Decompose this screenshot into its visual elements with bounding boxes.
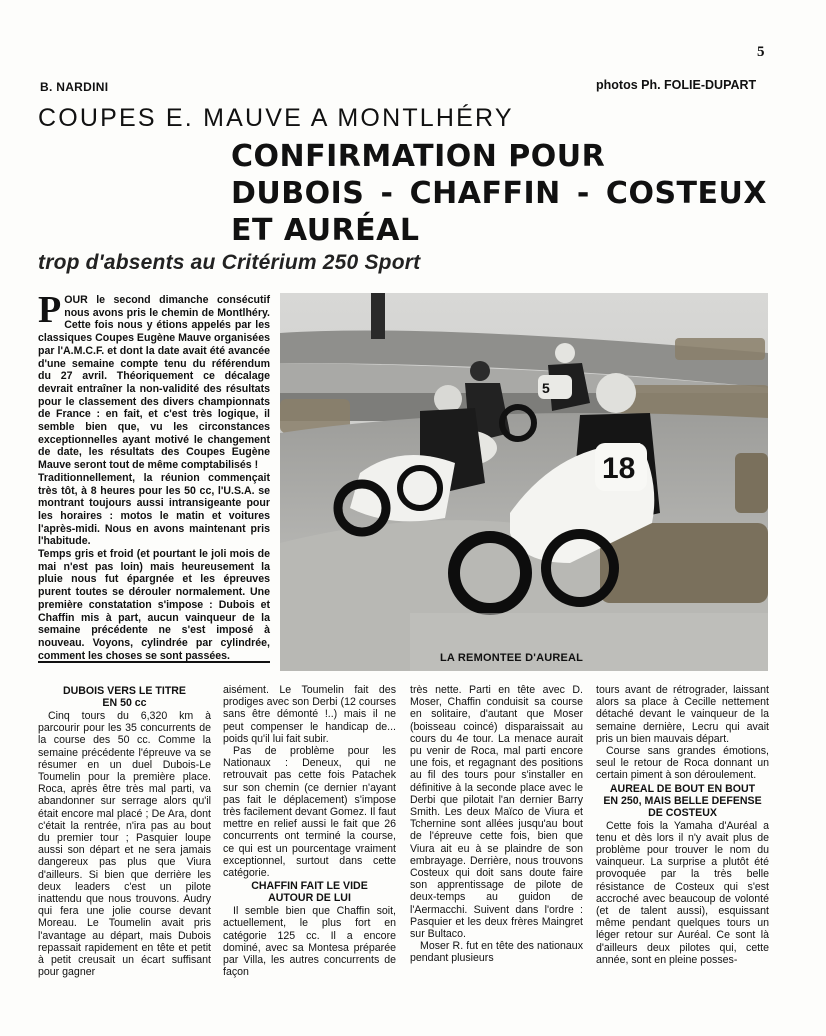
intro-text <box>38 289 270 662</box>
body-paragraph: Pas de problème pour les Nationaux : Deneux, qui ne retrouvait pas cette fois Patachek sur son chemin (ce dernier n'ayant pas fait le déplacement) s'impose très facilement devant Gomez. Il faut mettre en relief aussi le fait que 26 concurrents ont terminé la course, ce qui est un pourcentage vraiment exceptionnel, surtout dans cette catégorie. <box>223 745 396 880</box>
body-paragraph: Moser R. fut en tête des nationaux pendant plusieurs <box>410 940 583 965</box>
column-1 <box>38 684 211 978</box>
author-byline: B. NARDINI <box>40 80 109 94</box>
body-paragraph: Cinq tours du 6,320 km à parcourir pour les 35 concurrents de la course des 50 cc. Comme la semaine précédente l'épreuve va se résumer en un duel Dubois-Le Toumelin pour la première place. Roca, après être très mal parti, va abandonner sur serrage alors qu'il était encore mal placé ; De Ara, dont c'était la rentrée, n'ira pas au bout du premier tour ; Pasquier loupe aussi son départ et ne sera jamais dangereux pas plus que Viura d'ailleurs. Si bien que derrière les deux leaders c'est un pilote inattendu que nous trouvons. Audry qui fera une jolie course devant Moreau. Le Toumelin avait pris l'avantage au départ, mais Dubois repassait rapidement en tête et petit à petit creusait un écart suffisant pour gagner <box>38 710 211 979</box>
race-photo <box>280 293 768 671</box>
headline-separator: - <box>380 176 394 211</box>
article-kicker: COUPES E. MAUVE A MONTLHÉRY <box>38 104 514 132</box>
body-paragraph: tours avant de rétrograder, laissant alors sa place à Cecille nettement détaché devant le vainqueur de la semaine dernière, Lecru qui avait pris un bien mauvais départ. <box>596 684 769 745</box>
body-paragraph: aisément. Le Toumelin fait des prodiges avec son Derbi (12 courses sans être démonté !..) mais il ne peut compenser le handicap de... poids qu'il lui fait subir. <box>223 684 396 745</box>
column-3 <box>410 684 583 965</box>
headline-separator: - <box>576 176 590 211</box>
headline-line-1: CONFIRMATION POUR <box>231 139 606 174</box>
intro-paragraph: Traditionnellement, la réunion commençait très tôt, à 8 heures pour les 50 cc, l'U.S.A. se montrant toujours aussi intransigeante pour les horaires : motos le matin et voitures l'après-midi. Nous en avons maintenant pris l'habitude. <box>38 471 270 548</box>
body-paragraph: Il semble bien que Chaffin soit, actuellement, le plus fort en catégorie 125 cc. Il a encore dominé, avec sa Montesa préparée par Villa, les autres concurrents de façon <box>223 905 396 979</box>
headline-line-3: ET AURÉAL <box>231 213 420 248</box>
article-headline <box>231 138 771 249</box>
photo-caption: LA REMONTEE D'AUREAL <box>440 652 584 664</box>
body-paragraph: Course sans grandes émotions, seul le retour de Roca donnant un certain piment à son déroulement. <box>596 745 769 782</box>
plate-number-mid: 5 <box>542 380 550 396</box>
page-number: 5 <box>757 44 765 60</box>
headline-name-chaffin: CHAFFIN <box>409 176 561 211</box>
intro-paragraph: Temps gris et froid (et pourtant le joli mois de mai n'est pas loin) mais heureusement la pluie nous fut épargnée et les épreuves purent toutes se dérouler normalement. Une première constatation s'impose : Dubois et Chaffin mis à part, aucun vainqueur de la semaine précédente ne s'est imposé à nouveau. Voyons, cylindrée par cylindrée, comment les choses se sont passées. <box>38 548 270 662</box>
column-4 <box>596 684 769 966</box>
headline-name-costeux: COSTEUX <box>605 176 767 211</box>
photo-credit: photos Ph. FOLIE-DUPART <box>596 78 757 92</box>
section-heading: CHAFFIN FAIT LE VIDE AUTOUR DE LUI <box>251 880 368 905</box>
headline-line-2 <box>231 175 767 212</box>
plate-number-front: 18 <box>602 452 636 485</box>
column-2 <box>223 684 396 978</box>
body-paragraph: Cette fois la Yamaha d'Auréal a tenu et dès lors il n'y avait plus de problème pour trouver le nom du vainqueur. La surprise a plutôt été provoquée par la très belle résistance de Costeux qui s'est accroché avec beaucoup de volonté (et de talent aussi), esquissant même pendant quelques tours un léger retour sur Auréal. Ce sont là d'ailleurs deux pilotes qui, cette année, sont en pleine posses- <box>596 819 769 966</box>
intro-paragraph: POUR le second dimanche consécutif nous avons pris le chemin de Montlhéry. Cette fois nous y étions appelés par les classiques Coupes Eugène Mauve organisées par l'A.M.C.F. et dont la date avait été avancée d'une semaine compte tenu du référendum du 27 avril. Théoriquement ce décalage devrait entraîner la non-validité des résultats pour le classement des divers championnats de France : en fait, et c'est très logique, il semble bien que, vu les circonstances exceptionnelles ayant motivé le changement de date, les résultats des Coupes Eugène Mauve seront tout de même comptabilisés ! <box>38 289 270 472</box>
intro-rule <box>38 661 270 663</box>
section-heading: AUREAL DE BOUT EN BOUT EN 250, MAIS BELLE DEFENSE DE COSTEUX <box>603 782 762 819</box>
body-paragraph: très nette. Parti en tête avec D. Moser, Chaffin conduisit sa course en solitaire, d'autant que Moser (boisseau coincé) disparaissait au cours du 4e tour. La menace aurait pu venir de Roca, mal parti encore une fois, et regagnant des positions au fil des tours pour s'installer en définitive à la seconde place avec le Derbi que pilotait l'an dernier Barry Smith. Les deux Maïco de Viura et Tchernine sont allées jusqu'au bout de l'épreuve cette fois, bien que Viura ait eu à se plaindre de son embrayage. Derrière, nous trouvons Costeux qui doit sans doute faire son apprentissage de pilote de deux-temps au guidon de l'Aermacchi. Suivent dans l'ordre : Pasquier et les deux frères Maingret sur Bultaco. <box>410 684 583 941</box>
drop-cap: P <box>38 289 62 331</box>
section-heading: DUBOIS VERS LE TITRE EN 50 cc <box>62 685 187 709</box>
article-deck: trop d'absents au Critérium 250 Sport <box>38 251 421 274</box>
headline-name-dubois: DUBOIS <box>231 176 365 211</box>
